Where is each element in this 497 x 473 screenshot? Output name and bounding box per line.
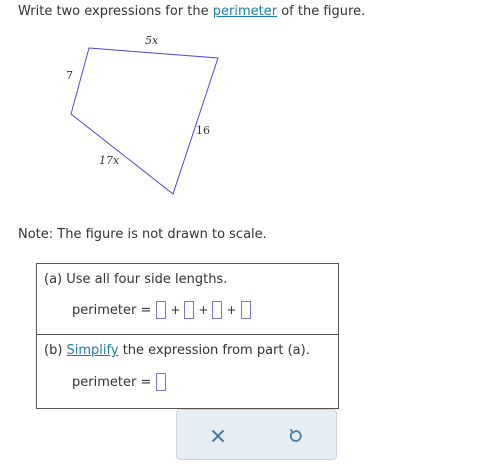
answer-blank-2[interactable] xyxy=(184,301,194,319)
side-label-top: 5x xyxy=(145,34,159,47)
part-b-title xyxy=(44,343,310,358)
answer-blank-simplified[interactable] xyxy=(156,373,166,391)
clear-button[interactable] xyxy=(206,424,230,448)
part-a-title: (a) Use all four side lengths. xyxy=(44,272,228,287)
side-label-bottom: 17x xyxy=(99,154,120,167)
action-bar xyxy=(176,409,337,460)
plus-sign: + xyxy=(226,303,237,317)
part-b-suffix: the expression from part (a). xyxy=(118,343,310,358)
answer-blank-4[interactable] xyxy=(241,301,251,319)
part-a xyxy=(37,264,338,335)
plus-sign: + xyxy=(170,303,181,317)
plus-sign: + xyxy=(198,303,209,317)
answer-box xyxy=(36,263,339,409)
prompt-after: of the figure. xyxy=(277,4,366,19)
perimeter-label-a: perimeter = xyxy=(72,302,152,318)
answer-blank-1[interactable] xyxy=(156,301,166,319)
part-b-expression xyxy=(72,373,166,391)
side-label-right: 16 xyxy=(196,124,210,137)
undo-icon xyxy=(288,428,304,444)
perimeter-link[interactable]: perimeter xyxy=(212,4,278,19)
part-b-prefix: (b) xyxy=(44,343,67,358)
x-icon xyxy=(211,429,225,443)
quadrilateral-shape xyxy=(71,48,218,194)
part-a-expression xyxy=(72,301,251,319)
prompt-before: Write two expressions for the xyxy=(18,4,213,19)
side-label-left: 7 xyxy=(66,69,73,82)
part-b xyxy=(37,335,338,408)
quadrilateral-figure xyxy=(0,0,300,215)
answer-blank-3[interactable] xyxy=(212,301,222,319)
scale-note: Note: The figure is not drawn to scale. xyxy=(18,227,267,242)
perimeter-label-b: perimeter = xyxy=(72,374,152,390)
undo-button[interactable] xyxy=(284,424,308,448)
simplify-link[interactable]: Simplify xyxy=(66,343,119,358)
